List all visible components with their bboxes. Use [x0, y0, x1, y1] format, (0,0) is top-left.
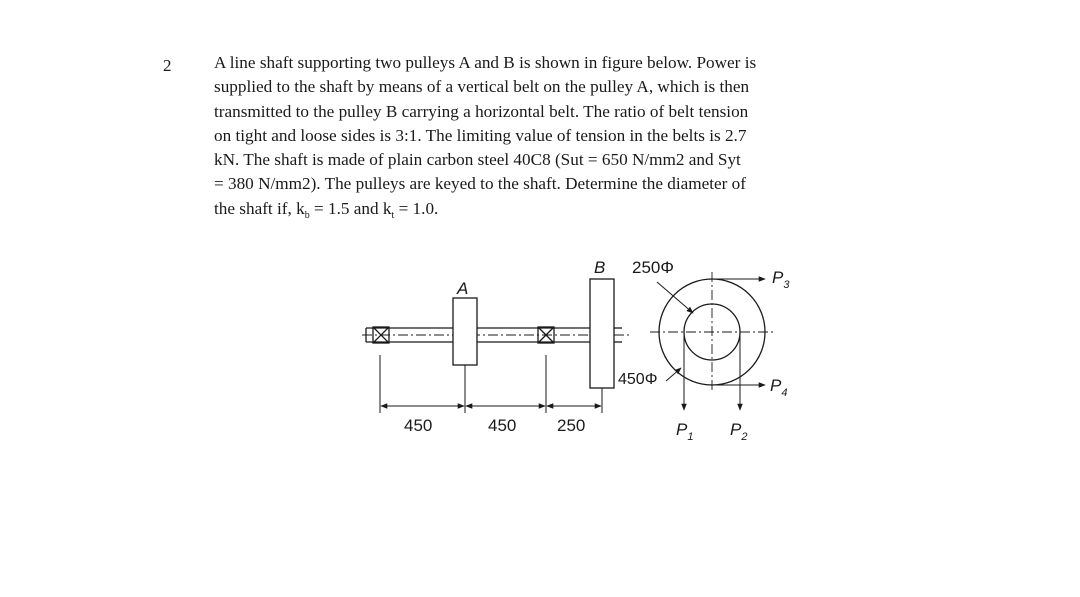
p3-subscript: 3	[783, 279, 790, 291]
label-p1	[676, 420, 693, 443]
label-p3	[772, 268, 790, 291]
kt-subscript: t	[391, 209, 395, 221]
pulley-b-side	[590, 279, 614, 388]
label-dia-250: 250Φ	[632, 258, 674, 277]
p1-letter: P	[676, 420, 688, 439]
leader-450	[666, 368, 681, 381]
text-suffix: = 1.0.	[394, 198, 439, 218]
label-pulley-a: A	[457, 279, 469, 298]
label-pulley-b: B	[594, 258, 606, 277]
p4-subscript: 4	[781, 387, 788, 399]
question-line: transmitted to the pulley B carrying a horizontal belt. The ratio of belt tension	[214, 101, 749, 121]
kb-subscript: b	[304, 209, 310, 221]
label-p2	[730, 420, 747, 443]
extension-lines	[380, 355, 602, 413]
pulley-a-side	[453, 298, 477, 365]
p1-subscript: 1	[687, 431, 694, 443]
question-line: supplied to the shaft by means of a vertical belt on the pulley A, which is then	[214, 77, 750, 97]
leader-250	[657, 282, 693, 313]
p2-subscript: 2	[741, 431, 748, 443]
dimension-label-1: 450	[404, 416, 433, 435]
text-mid: = 1.5 and k	[309, 198, 392, 218]
p2-letter: P	[730, 420, 742, 439]
p4-letter: P	[770, 376, 782, 395]
question-line: on tight and loose sides is 3:1. The limiting value of tension in the belts is 2.7	[214, 125, 747, 145]
dimension-label-2: 450	[488, 416, 517, 435]
p3-letter: P	[772, 268, 784, 287]
dimension-label-3: 250	[557, 416, 586, 435]
label-p4	[770, 376, 787, 399]
question-line: A line shaft supporting two pulleys A and B is shown in figure below. Power is	[214, 53, 757, 72]
question-line: kN. The shaft is made of plain carbon steel 40C8 (Sut = 650 N/mm2 and Syt	[214, 150, 741, 170]
question-line: = 380 N/mm2). The pulleys are keyed to the shaft. Determine the diameter of	[214, 174, 746, 194]
question-number: 2	[163, 56, 172, 75]
text-prefix: the shaft if, k	[214, 198, 305, 218]
label-dia-450: 450Φ	[618, 371, 658, 388]
